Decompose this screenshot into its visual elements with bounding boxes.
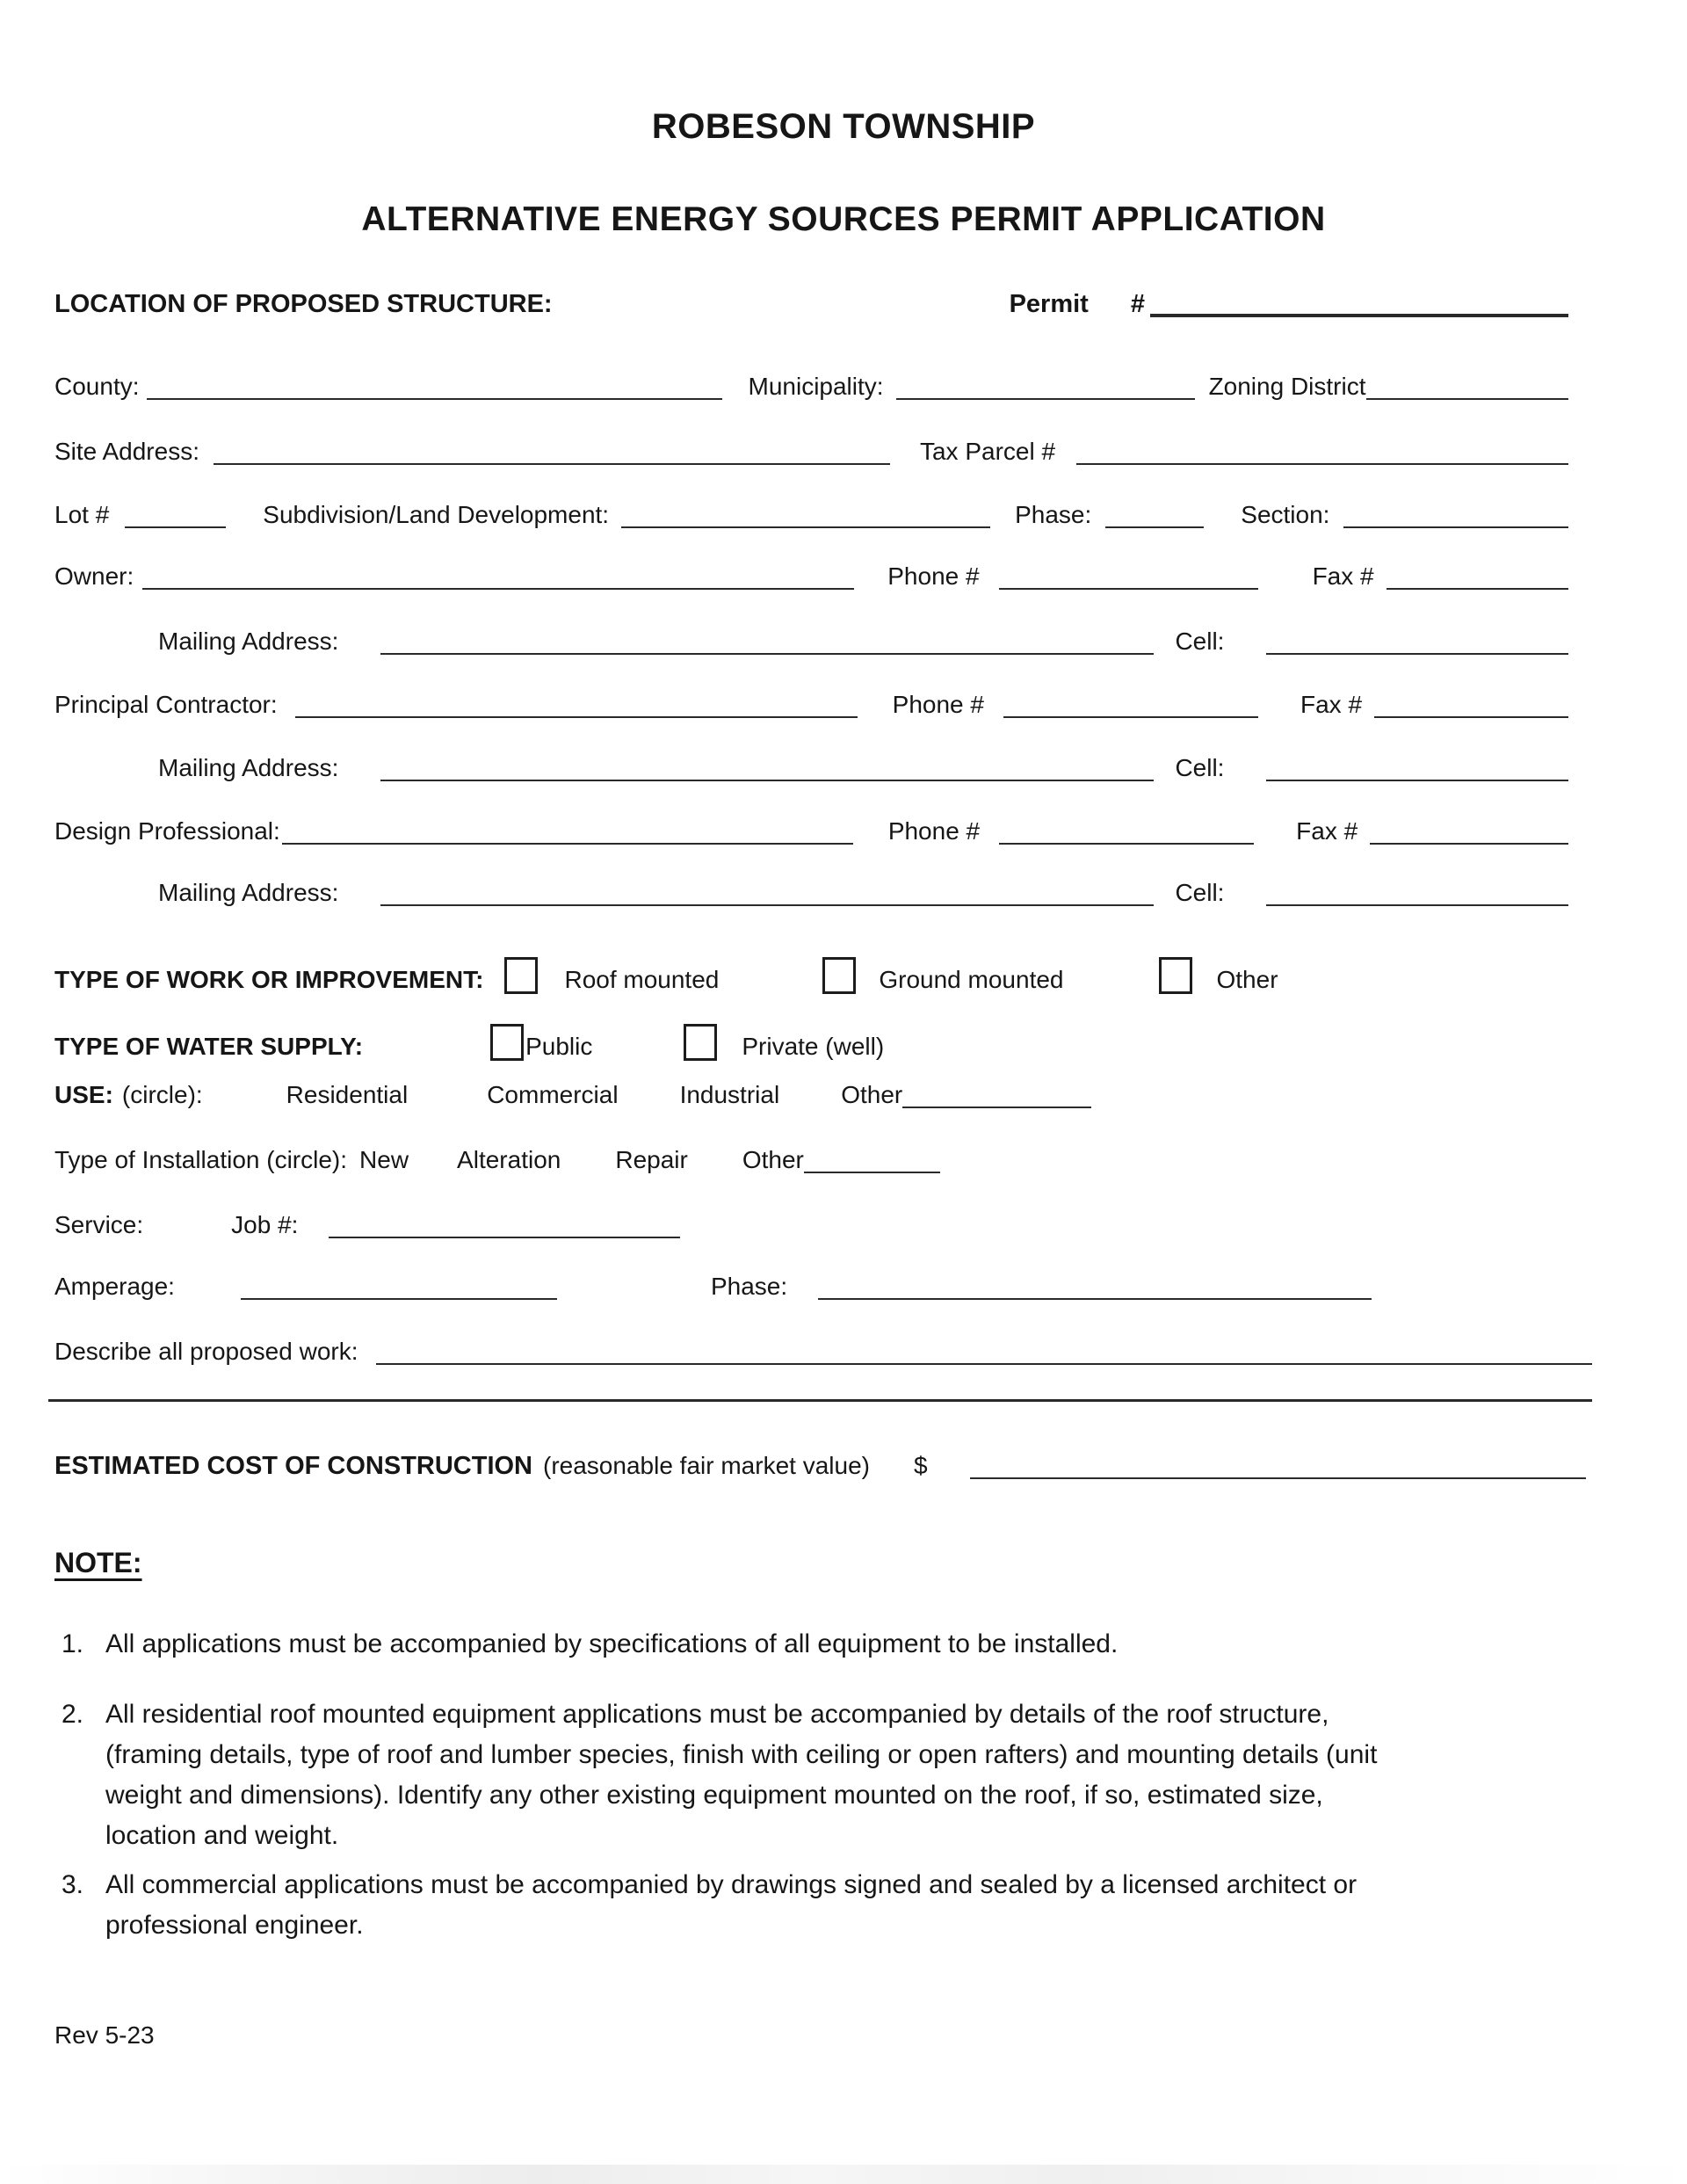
note-item-2-number: 2. [62,1700,84,1729]
location-heading-row [54,290,1568,319]
describe-work-line2[interactable] [48,1394,1592,1402]
design-phone-line[interactable] [999,838,1254,845]
note-item-2-line-3: weight and dimensions). Identify any other existing equipment mounted on the roof, if so, estimated size, [105,1781,1323,1810]
zoning-district-line[interactable] [1366,393,1569,400]
permit-number-sign: # [1130,290,1145,318]
owner-cell-line[interactable] [1266,648,1568,655]
job-number-label: Job #: [231,1211,299,1238]
revision-label: Rev 5-23 [54,2021,155,2049]
owner-line[interactable] [142,583,854,590]
document-title: ROBESON TOWNSHIP [651,107,1036,146]
county-label: County: [54,373,140,400]
note-item-2 [62,1694,1599,1856]
note-item-1-text [105,1624,1118,1665]
owner-fax-line[interactable] [1387,583,1568,590]
work-other-label: Other [1216,966,1278,993]
public-checkbox[interactable] [490,1024,524,1061]
design-fax-label: Fax # [1296,817,1358,845]
service-label: Service: [54,1211,144,1238]
amperage-label: Amperage: [54,1273,175,1300]
zoning-district-label: Zoning District [1208,373,1366,400]
contractor-fax-label: Fax # [1300,691,1363,718]
owner-mailing-row [54,628,1568,656]
design-fax-line[interactable] [1370,838,1568,845]
work-type-row [54,951,1568,994]
note-item-1 [62,1624,1599,1665]
design-cell-label: Cell: [1175,879,1225,906]
owner-mailing-line[interactable] [380,648,1154,655]
note-item-3-line-1: All commercial applications must be accompanied by drawings signed and sealed by a licensed architect or [105,1870,1358,1899]
water-supply-heading: TYPE OF WATER SUPPLY: [54,1033,364,1060]
work-type-heading: TYPE OF WORK OR IMPROVEMENT: [54,966,484,993]
job-number-line[interactable] [329,1231,680,1238]
estimated-cost-line[interactable] [970,1472,1586,1479]
municipality-line[interactable] [896,393,1195,400]
use-other-line[interactable] [902,1101,1091,1108]
note-item-2-line-4: location and weight. [105,1821,339,1850]
county-row [54,373,1568,401]
design-professional-label: Design Professional: [54,817,280,845]
note-heading: NOTE: [54,1547,142,1578]
water-supply-row [54,1018,1568,1061]
ground-mounted-label: Ground mounted [879,966,1064,993]
roof-mounted-label: Roof mounted [564,966,720,993]
subdivision-line[interactable] [621,521,990,528]
roof-mounted-checkbox[interactable] [504,957,538,994]
describe-work-label: Describe all proposed work: [54,1338,358,1365]
installation-label: Type of Installation (circle): [54,1146,348,1173]
describe-work-line1[interactable] [376,1358,1593,1365]
dollar-sign: $ [913,1452,928,1479]
work-other-checkbox[interactable] [1159,957,1192,994]
contractor-fax-line[interactable] [1374,711,1568,718]
estimated-cost-qualifier: (reasonable fair market value) [543,1452,870,1479]
design-professional-line[interactable] [282,838,853,845]
note-item-3-line-2: professional engineer. [105,1911,364,1940]
phase-line[interactable] [1105,521,1204,528]
owner-fax-label: Fax # [1312,562,1374,590]
owner-phone-line[interactable] [999,583,1258,590]
contractor-mailing-line[interactable] [380,774,1154,781]
installation-option-alteration[interactable]: Alteration [457,1146,561,1173]
use-option-other[interactable]: Other [841,1081,903,1108]
installation-other-line[interactable] [804,1166,940,1173]
site-address-label: Site Address: [54,438,199,465]
site-address-row [54,438,1568,466]
note-item-3-number: 3. [62,1870,84,1899]
installation-row [54,1146,1568,1174]
design-mailing-row [54,879,1568,907]
note-item-1-line-1: All applications must be accompanied by specifications of all equipment to be installed. [105,1629,1119,1658]
owner-mailing-label: Mailing Address: [158,628,339,655]
permit-label: Permit [1009,290,1089,318]
use-option-residential[interactable]: Residential [286,1081,409,1108]
public-label: Public [525,1033,593,1060]
owner-cell-label: Cell: [1175,628,1225,655]
section-label: Section: [1241,501,1330,528]
contractor-line[interactable] [295,711,858,718]
design-mailing-label: Mailing Address: [158,879,339,906]
design-professional-row [54,817,1568,845]
design-phone-label: Phone # [887,817,981,845]
contractor-cell-label: Cell: [1175,754,1225,781]
use-heading: USE: [54,1081,113,1108]
scan-artifact-band [0,2165,1687,2184]
permit-number-line[interactable] [1150,308,1568,317]
contractor-cell-line[interactable] [1266,774,1568,781]
lot-row [54,501,1568,529]
contractor-mailing-label: Mailing Address: [158,754,339,781]
note-item-2-line-2: (framing details, type of roof and lumber species, finish with ceiling or open rafters) and mounting details (unit [105,1740,1378,1769]
installation-option-other[interactable]: Other [742,1146,804,1173]
use-row [54,1081,1568,1109]
contractor-phone-line[interactable] [1003,711,1258,718]
electrical-phase-label: Phase: [710,1273,788,1300]
owner-phone-label: Phone # [887,562,980,590]
contractor-row [54,691,1568,719]
lot-line[interactable] [125,521,226,528]
use-option-commercial[interactable]: Commercial [487,1081,619,1108]
private-well-label: Private (well) [742,1033,885,1060]
owner-label: Owner: [54,562,134,590]
municipality-label: Municipality: [748,373,884,400]
note-item-3-text [105,1865,1357,1946]
note-item-2-text [105,1694,1377,1856]
ground-mounted-checkbox[interactable] [822,957,856,994]
installation-option-repair[interactable]: Repair [615,1146,688,1173]
electrical-phase-line[interactable] [818,1293,1372,1300]
design-cell-line[interactable] [1266,899,1568,906]
private-well-checkbox[interactable] [684,1024,717,1061]
use-instruction: (circle): [121,1081,203,1108]
county-line[interactable] [147,393,722,400]
note-item-3 [62,1865,1599,1946]
estimated-cost-row [54,1452,1586,1481]
tax-parcel-label: Tax Parcel # [919,438,1056,465]
amperage-line[interactable] [241,1293,557,1300]
installation-option-new[interactable]: New [359,1146,409,1173]
tax-parcel-line[interactable] [1076,458,1568,465]
phase-label: Phase: [1015,501,1092,528]
subdivision-label: Subdivision/Land Development: [263,501,610,528]
contractor-label: Principal Contractor: [54,691,278,718]
design-mailing-line[interactable] [380,899,1154,906]
owner-row [54,562,1568,591]
location-heading: LOCATION OF PROPOSED STRUCTURE: [54,290,553,318]
estimated-cost-label: ESTIMATED COST OF CONSTRUCTION [54,1452,533,1480]
section-line[interactable] [1343,521,1568,528]
note-item-1-number: 1. [62,1629,84,1658]
amperage-row [54,1273,1568,1301]
contractor-mailing-row [54,754,1568,782]
document-subtitle: ALTERNATIVE ENERGY SOURCES PERMIT APPLICATION [361,200,1326,238]
service-row [54,1211,1568,1239]
describe-work-row [54,1338,1592,1366]
note-item-2-line-1: All residential roof mounted equipment applications must be accompanied by details of the roof structure, [105,1700,1329,1729]
lot-label: Lot # [54,501,110,528]
contractor-phone-label: Phone # [892,691,984,718]
site-address-line[interactable] [214,458,890,465]
use-option-industrial[interactable]: Industrial [679,1081,780,1108]
